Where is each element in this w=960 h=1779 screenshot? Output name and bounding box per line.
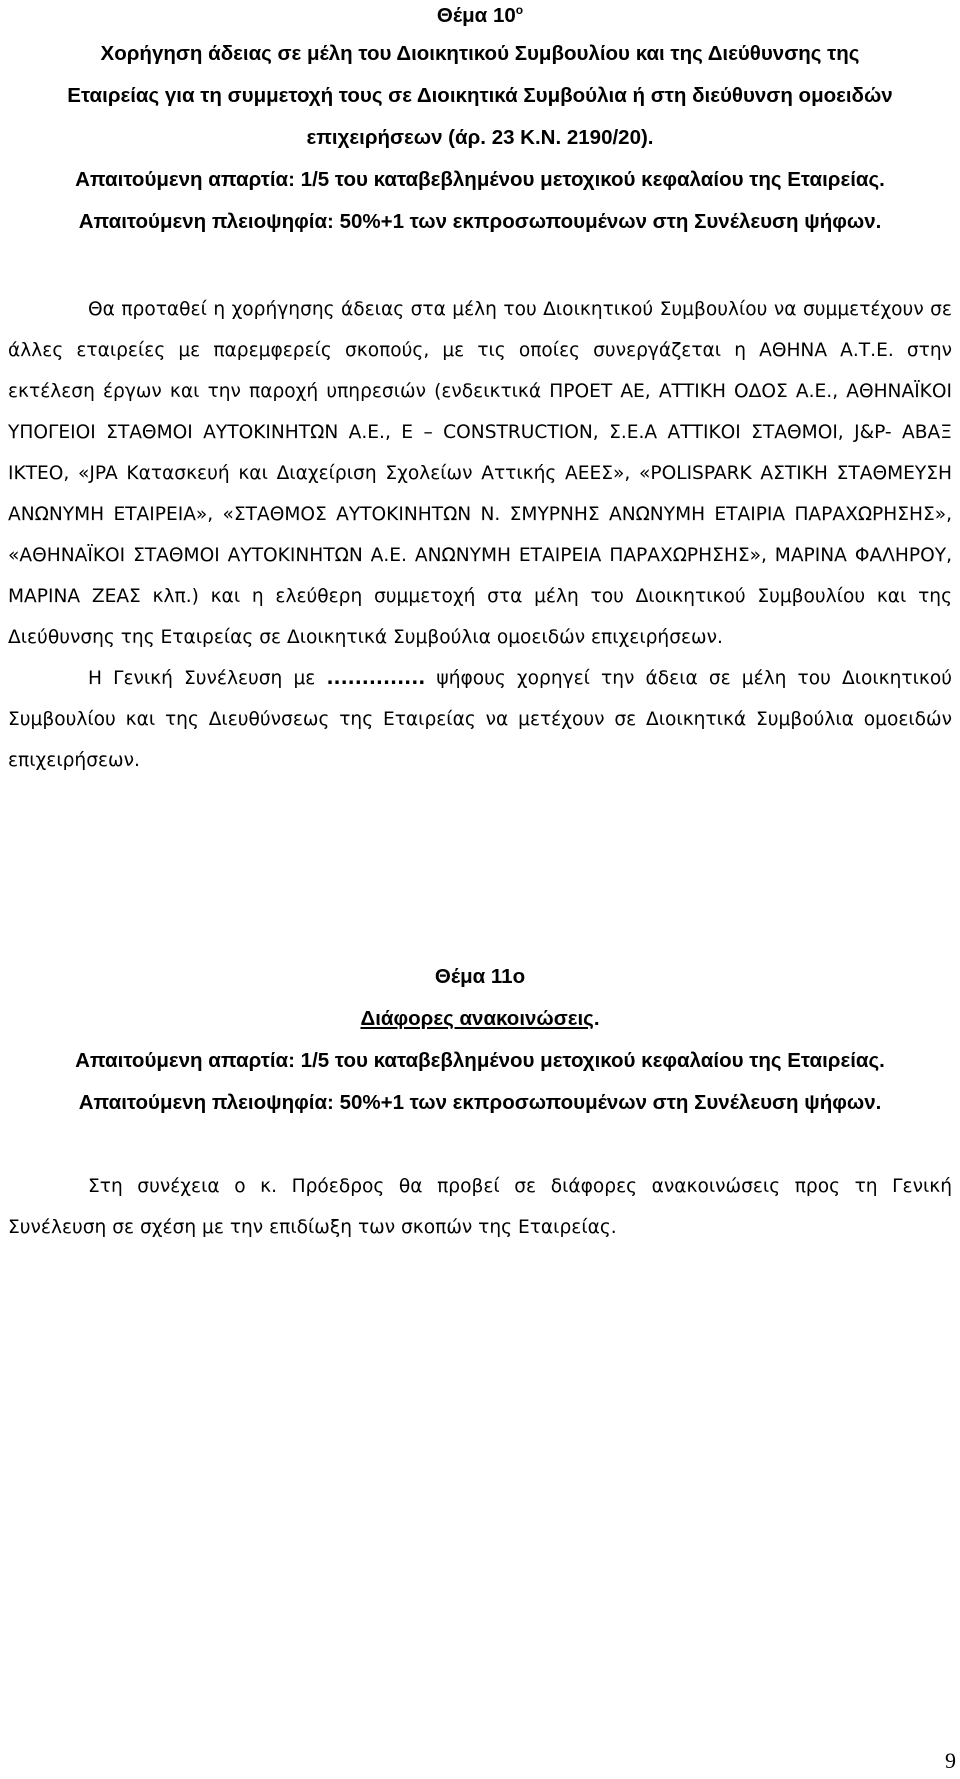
theme10-title: Θέμα $10^o$ <box>436 3 524 27</box>
votes-blank: .............. <box>326 668 426 689</box>
theme10-paragraph-1: Θα προταθεί η χορήγησης άδειας στα μέλη του Διοικητικού Συμβουλίου να συμμετέχουν σε άλλες εταιρείες με παρεμφερείς σκοπούς, με τις οποίες συνεργάζεται η ΑΘΗΝΑ Α.Τ.Ε. στην εκτέλεση έργων και την παροχή υπηρεσιών (ενδεικτικά ΠΡΟΕΤ ΑΕ, ΑΤΤΙΚΗ ΟΔΟΣ Α.Ε., ΑΘΗΝΑΪΚΟΙ ΥΠΟΓΕΙΟΙ ΣΤΑΘΜΟΙ ΑΥΤΟΚΙΝΗΤΩΝ Α.Ε., Ε – CONSTRUCTION, Σ.Ε.Α ΑΤΤΙΚΟΙ ΣΤΑΘΜΟΙ, J&P- ΑΒΑΞ ΙΚΤΕΟ, «JPA Κατασκευή και Διαχείριση Σχολείων Αττικής ΑΕΕΣ», «POLISPARK ΑΣΤΙΚΗ ΣΤΑΘΜΕΥΣΗ ΑΝΩΝΥΜΗ ΕΤΑΙΡΕΙΑ», «ΣΤΑΘΜΟΣ ΑΥΤΟΚΙΝΗΤΩΝ Ν. ΣΜΥΡΝΗΣ ΑΝΩΝΥΜΗ ΕΤΑΙΡΙΑ ΠΑΡΑΧΩΡΗΣΗΣ», «ΑΘΗΝΑΪΚΟΙ ΣΤΑΘΜΟΙ ΑΥΤΟΚΙΝΗΤΩΝ Α.Ε. ΑΝΩΝΥΜΗ ΕΤΑΙΡΕΙΑ ΠΑΡΑΧΩΡΗΣΗΣ», ΜΑΡΙΝΑ ΦΑΛΗΡΟΥ, ΜΑΡΙΝΑ ΖΕΑΣ κλπ.) και η ελεύθερη συμμετοχή στα μέλη του Διοικητικού Συμβουλίου και της Διεύθυνσης της Εταιρείας σε Διοικητικά Συμβούλια ομοειδών επιχειρήσεων. <box>8 299 952 648</box>
theme10-heading-line-2: Εταιρείας για τη συμμετοχή τους σε Διοικητικά Συμβούλια ή στη διεύθυνση ομοειδών <box>67 84 893 107</box>
theme11-title: Θέμα 11ο <box>434 965 526 988</box>
theme11-quorum: Απαιτούμενη απαρτία: 1/5 του καταβεβλημένου μετοχικού κεφαλαίου της Εταιρείας. <box>75 1049 885 1072</box>
theme10-heading-line-3: επιχειρήσεων (άρ. 23 Κ.Ν. 2190/20). <box>306 126 654 149</box>
theme11-paragraph: Στη συνέχεια ο κ. Πρόεδρος θα προβεί σε διάφορες ανακοινώσεις προς τη Γενική Συνέλευση σε σχέση με την επιδίωξη των σκοπών της Εταιρείας. <box>8 1176 952 1238</box>
page-number: 9 <box>945 1748 956 1773</box>
theme11-majority: Απαιτούμενη πλειοψηφία: 50%+1 των εκπροσωπουμένων στη Συνέλευση ψήφων. <box>78 1091 882 1114</box>
theme10-paragraph-2: Η Γενική Συνέλευση με .............. ψήφους χορηγεί την άδεια σε μέλη του Διοικητικού Συμβουλίου και της Διευθύνσεως της Εταιρείας να μετέχουν σε Διοικητικά Συμβούλια ομοειδών επιχειρήσεων. <box>8 668 952 771</box>
theme10-body <box>8 289 952 781</box>
theme10-quorum: Απαιτούμενη απαρτία: 1/5 του καταβεβλημένου μετοχικού κεφαλαίου της Εταιρείας. <box>75 168 885 191</box>
theme10-heading-line-1: Χορήγηση άδειας σε μέλη του Διοικητικού Συμβουλίου και της Διεύθυνσης της <box>100 42 860 65</box>
theme11-body <box>8 1166 952 1248</box>
theme11-heading: Διάφορες ανακοινώσεις. <box>360 1007 600 1030</box>
theme10-majority: Απαιτούμενη πλειοψηφία: 50%+1 των εκπροσωπουμένων στη Συνέλευση ψήφων. <box>78 210 882 233</box>
